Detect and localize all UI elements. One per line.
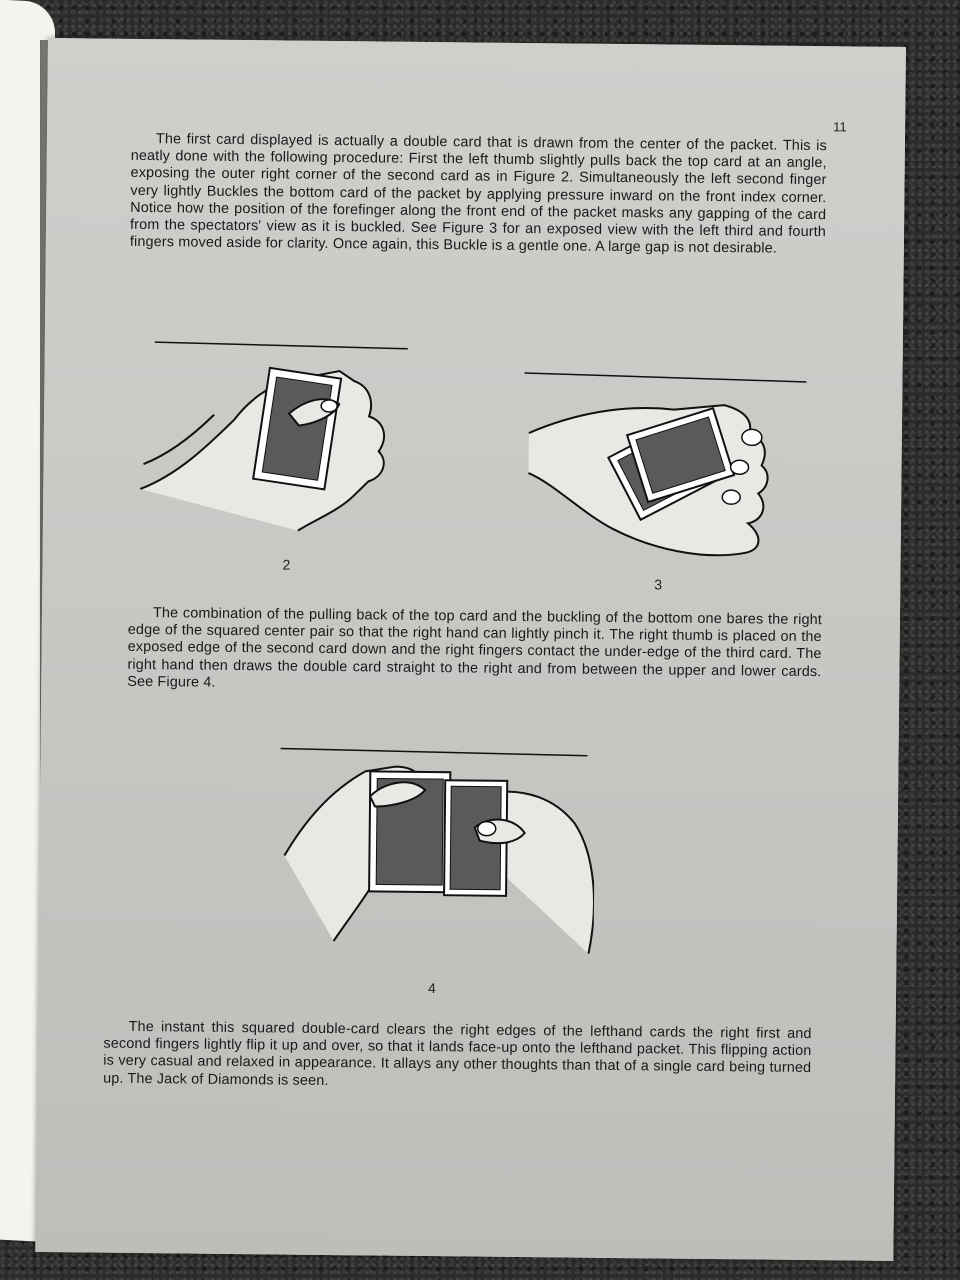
figure-2-caption: 2 (282, 556, 291, 573)
paragraph-1: The first card displayed is actually a double card that is drawn from the center of the packet. This is neatly done with the following procedure: First the left thumb slightly pulls back the top card at an angle, exposing the outer right corner of the second card as in Figure 2. Simultaneously the left second finger very lightly Buckles the bottom card of the packet by applying pressure inward on the front index corner. Notice how the position of the forefinger along the front end of the packet masks any gapping of the card from the spectators' view as it is buckled. See Figure 3 for an exposed view with the left third and fourth fingers moved aside for clarity. Once again, this Buckle is a gentle one. A large gap is not desirable. (129, 131, 827, 257)
figure-4-illustration (273, 740, 595, 953)
figure-2-illustration (138, 324, 410, 537)
page-number: 11 (833, 119, 847, 135)
paragraph-3: The instant this squared double-card clears the right edges of the lefthand cards the right first and second fingers lightly flip it up and over, so that it lands face-up onto the lefthand packet. This flipping action is very casual and relaxed in appearance. It allays any other thoughts than that of a single card being turned up. The Jack of Diamonds is seen. (103, 1018, 812, 1089)
figure-4-caption: 4 (427, 980, 436, 997)
paragraph-2: The combination of the pulling back of the top card and the buckling of the bottom one bares the right edge of the squared center pair so that the right hand can lightly pinch it. The right thumb is placed on the exposed edge of the second card down and the right fingers contact the under-edge of the third card. The right hand then draws the double card straight to the right and from between the upper and lower cards. See Figure 4. (127, 605, 823, 691)
figure-3-illustration (512, 363, 814, 576)
figure-3-caption: 3 (654, 576, 663, 593)
book-page (35, 38, 906, 1261)
